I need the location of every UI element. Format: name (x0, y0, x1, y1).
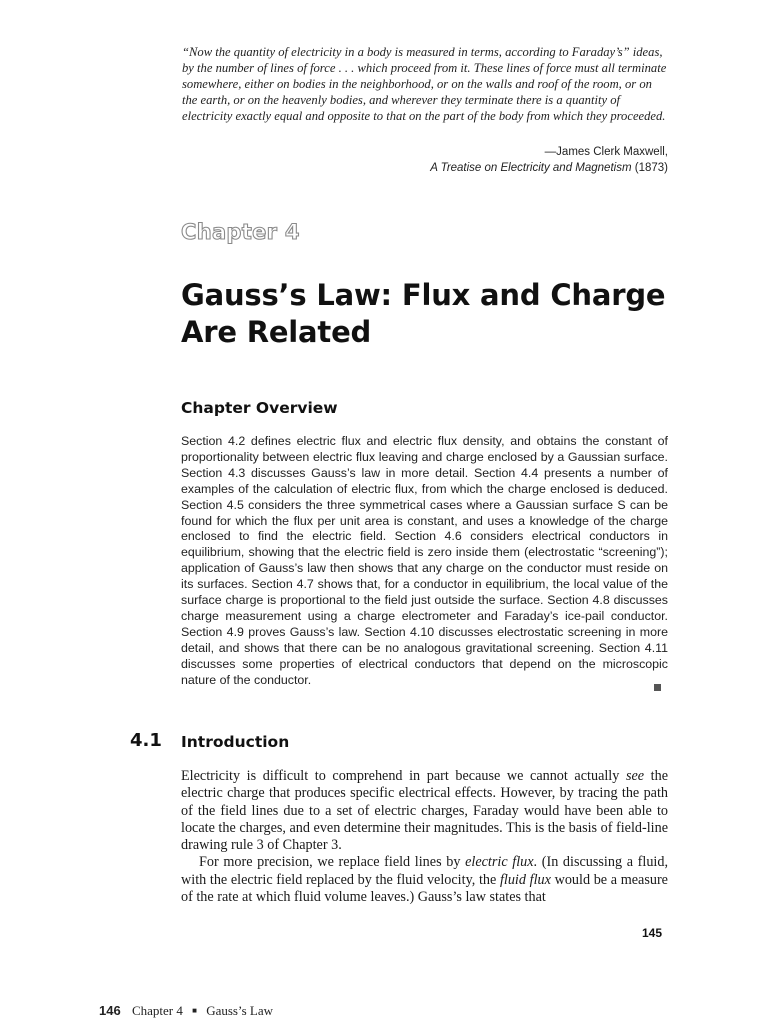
epigraph-book: A Treatise on Electricity and Magnetism (430, 161, 632, 174)
chapter-label: Chapter 4 (181, 220, 300, 244)
footer-chapter: Chapter 4 (131, 1003, 183, 1018)
chapter-overview-heading: Chapter Overview (181, 399, 338, 417)
text-run: would be a measure of the rate at which fluid volume leaves.) Gauss’s law states that (181, 871, 668, 906)
epigraph-author: —James Clerk Maxwell, (544, 146, 668, 158)
footer-title: Gauss’s Law (206, 1003, 273, 1018)
epigraph-source (430, 161, 668, 177)
text-run: For more precision, we replace field lines by (199, 854, 466, 871)
section-paragraph-1 (181, 768, 668, 854)
section-paragraph-2 (181, 854, 668, 906)
text-run: the electric charge that produces specific electrical effects. However, by tracing the path of the field lines due to a set of electric charges, Faraday would have been able to locate the charges, and even determine their magnitudes. This is the basis of field-line drawing rule 3 of Chapter 3. (181, 768, 668, 854)
page-footer (99, 1003, 273, 1019)
chapter-title-line2: Are Related (181, 315, 372, 349)
emphasis: fluid flux (499, 871, 551, 888)
section-heading: Introduction (181, 733, 290, 751)
text-run: . (In discussing a fluid, with the electric field replaced by the fluid velocity, the (181, 854, 668, 888)
epigraph-quote: “Now the quantity of electricity in a body is measured in terms, according to Faraday’s” ideas, by the number of lines of force . . . which proceed from it. These lines of force must all terminate somewhere, either on bodies in the neighborhood, or on the walls and roof of the room, or on the earth, or on the heavenly bodies, and wherever they terminate there is a quantity of electricity exactly equal and opposite to that on the part of the body from which they proceeded. (182, 45, 667, 123)
end-of-overview-mark (654, 684, 661, 691)
section-number: 4.1 (130, 730, 162, 751)
emphasis: see (625, 768, 645, 784)
epigraph-year: (1873) (634, 161, 668, 174)
footer-page-number: 146 (99, 1003, 121, 1018)
page-number: 145 (641, 926, 662, 940)
text-run: Electricity is difficult to comprehend in part because we cannot actually (181, 768, 626, 784)
chapter-title-line1: Gauss’s Law: Flux and Charge (181, 278, 666, 312)
epigraph-attribution (430, 145, 668, 176)
section-body (181, 768, 668, 906)
emphasis: electric flux (465, 854, 534, 871)
chapter-title (181, 277, 681, 351)
chapter-overview-body: Section 4.2 defines electric flux and electric flux density, and obtains the constant of proportionality between electric flux leaving and charge enclosed by a Gaussian surface. Section 4.3 discusses Gauss’s law in more detail. Section 4.4 presents a number of examples of the calculation of electric flux, from which the charge enclosed is deduced. Section 4.5 considers the three symmetrical cases where a Gaussian surface S can be found for which the flux per unit area is constant, and uses a knowledge of the charge enclosed to find the electric field. Section 4.6 considers electrical conductors in equilibrium, showing that the electric field is zero inside them (electrostatic “screening”); application of Gauss’s law then shows that any charge on the conductor must reside on its surfaces. Section 4.7 shows that, for a conductor in equilibrium, the local value of the surface charge is proportional to the field just outside the surface. Section 4.8 discusses charge measurement using a charge electrometer and Faraday’s ice-pail conductor. Section 4.9 proves Gauss’s law. Section 4.10 discusses electrostatic screening in more detail, and shows that there can be no analogous gravitational screening. Section 4.11 discusses some properties of electrical conductors that depend on the microscopic nature of the conductor. (181, 434, 668, 687)
footer-separator-square: ■ (192, 1006, 197, 1015)
